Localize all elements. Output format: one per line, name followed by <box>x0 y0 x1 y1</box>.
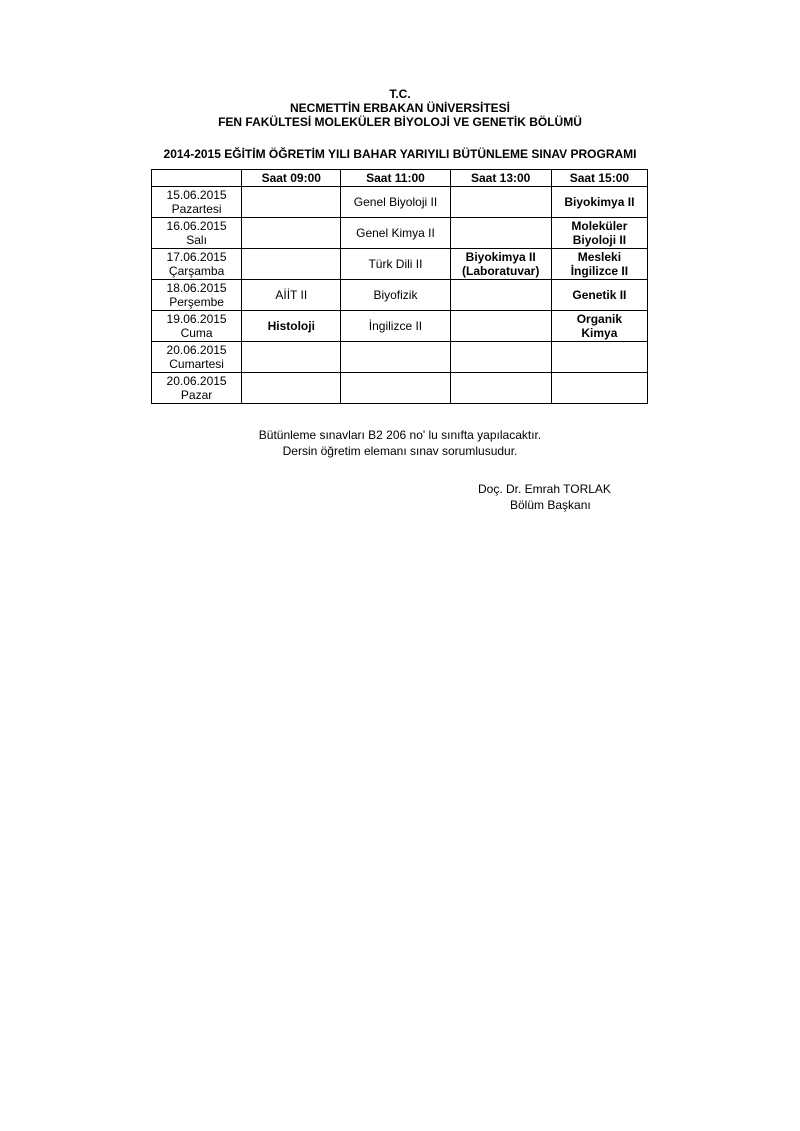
course-name: Genetik II <box>572 288 627 302</box>
table-row <box>152 311 648 342</box>
exam-cell <box>450 373 551 404</box>
exam-cell <box>551 311 647 342</box>
course-name: Genel Biyoloji II <box>353 195 438 209</box>
course-name: İngilizce II <box>368 319 423 333</box>
day-cell <box>152 218 242 249</box>
column-header: Saat 15:00 <box>551 170 647 187</box>
exam-cell <box>242 373 341 404</box>
exam-cell <box>450 342 551 373</box>
day-cell <box>152 311 242 342</box>
exam-day: Cuma <box>180 326 213 340</box>
course-name: Mesleki <box>577 250 622 264</box>
table-row <box>152 373 648 404</box>
exam-cell <box>341 280 450 311</box>
exam-cell <box>341 373 450 404</box>
exam-location-note: Bütünleme sınavları B2 206 no' lu sınıfta yapılacaktır. <box>258 428 542 442</box>
day-cell <box>152 342 242 373</box>
course-name: Biyokimya II <box>564 195 635 209</box>
exam-cell <box>341 187 450 218</box>
exam-cell <box>242 311 341 342</box>
exam-date: 16.06.2015 <box>166 219 227 233</box>
exam-day: Pazartesi <box>171 202 222 216</box>
exam-cell <box>341 218 450 249</box>
day-cell <box>152 187 242 218</box>
exam-day: Çarşamba <box>168 264 225 278</box>
day-cell <box>152 373 242 404</box>
table-row <box>152 342 648 373</box>
exam-cell <box>242 342 341 373</box>
exam-cell <box>551 187 647 218</box>
course-name: AİİT II <box>275 288 308 302</box>
table-row <box>152 187 648 218</box>
table-row <box>152 218 648 249</box>
exam-cell <box>450 249 551 280</box>
page-title: 2014-2015 EĞİTİM ÖĞRETİM YILI BAHAR YARIYILI BÜTÜNLEME SINAV PROGRAMI <box>163 147 637 161</box>
exam-cell <box>450 218 551 249</box>
exam-cell <box>551 373 647 404</box>
header-line-1: T.C. <box>389 87 411 101</box>
exam-date: 15.06.2015 <box>166 188 227 202</box>
exam-cell <box>551 249 647 280</box>
exam-cell <box>450 280 551 311</box>
table-header-row <box>152 170 648 187</box>
exam-cell <box>242 249 341 280</box>
department-name: FEN FAKÜLTESİ MOLEKÜLER BİYOLOJİ VE GENETİK BÖLÜMÜ <box>218 115 582 129</box>
day-cell <box>152 280 242 311</box>
course-name-line2: Biyoloji II <box>572 233 627 247</box>
exam-cell <box>242 280 341 311</box>
course-name: Organik <box>576 312 623 326</box>
exam-date: 19.06.2015 <box>166 312 227 326</box>
course-name-line2: İngilizce II <box>570 264 629 278</box>
course-name: Genel Kimya II <box>356 226 435 240</box>
signatory-name: Doç. Dr. Emrah TORLAK <box>478 482 611 496</box>
column-header: Saat 13:00 <box>450 170 551 187</box>
exam-cell <box>242 218 341 249</box>
exam-day: Pazar <box>180 388 213 402</box>
exam-date: 20.06.2015 <box>166 343 227 357</box>
column-header: Saat 11:00 <box>341 170 450 187</box>
exam-cell <box>341 342 450 373</box>
exam-date: 18.06.2015 <box>166 281 227 295</box>
course-name-line2: Kimya <box>581 326 618 340</box>
exam-cell <box>551 342 647 373</box>
course-name: Türk Dili II <box>368 257 423 271</box>
exam-schedule-table <box>151 169 648 404</box>
course-name: Biyofizik <box>373 288 418 302</box>
course-name: Biyokimya II <box>465 250 536 264</box>
table-row <box>152 249 648 280</box>
course-name: Moleküler <box>571 219 628 233</box>
responsibility-note: Dersin öğretim elemanı sınav sorumlusudur. <box>282 444 518 458</box>
exam-cell <box>341 249 450 280</box>
exam-date: 20.06.2015 <box>166 374 227 388</box>
university-name: NECMETTİN ERBAKAN ÜNİVERSİTESİ <box>289 101 510 115</box>
exam-day: Salı <box>186 233 207 247</box>
exam-cell <box>551 218 647 249</box>
table-row <box>152 280 648 311</box>
day-cell <box>152 249 242 280</box>
column-header: Saat 09:00 <box>242 170 341 187</box>
exam-cell <box>450 187 551 218</box>
exam-cell <box>341 311 450 342</box>
exam-cell <box>551 280 647 311</box>
course-name: Histoloji <box>267 319 315 333</box>
exam-day: Cumartesi <box>169 357 224 371</box>
exam-cell <box>242 187 341 218</box>
column-header <box>152 170 242 187</box>
exam-date: 17.06.2015 <box>166 250 227 264</box>
exam-day: Perşembe <box>169 295 224 309</box>
exam-cell <box>450 311 551 342</box>
course-name-line2: (Laboratuvar) <box>462 264 540 278</box>
signatory-role: Bölüm Başkanı <box>510 498 591 512</box>
